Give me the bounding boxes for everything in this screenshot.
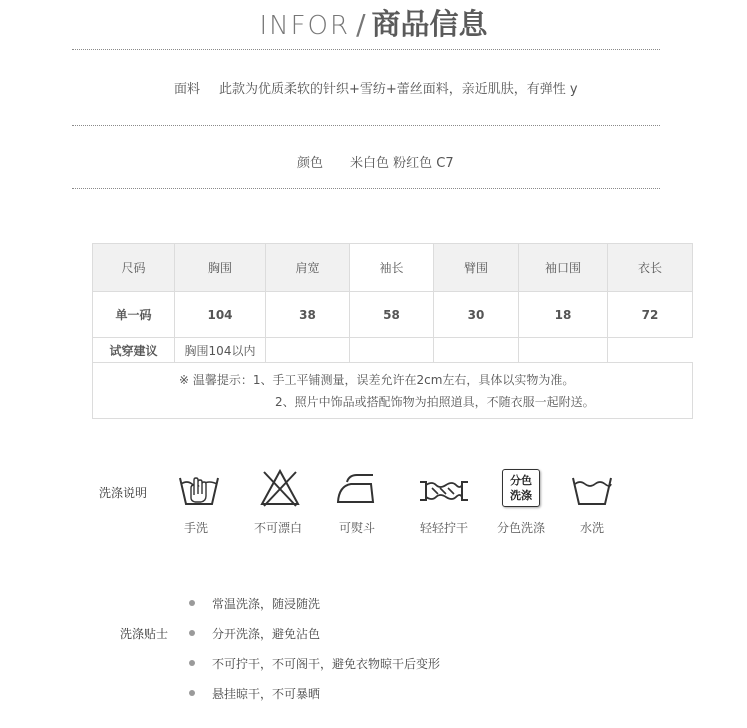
icon-text: 分色 [510, 474, 532, 487]
hand-wash-icon [177, 468, 221, 512]
table-row [93, 292, 693, 338]
tip-item: 不可拧干，不可阁干，避免衣物晾干后变形 [212, 657, 441, 671]
empty-cell [266, 338, 350, 363]
header-cell: 臂围 [434, 244, 519, 292]
title-en: INFOR [259, 11, 351, 41]
wash-caption: 不可漂白 [253, 521, 302, 535]
note-cell [93, 363, 693, 419]
note-line: 2、照片中饰品或搭配饰物为拍照道具，不随衣服一起附送。 [275, 394, 595, 409]
title-slash: / [356, 8, 366, 41]
icon-text: 洗涤 [510, 489, 532, 502]
empty-cell [350, 338, 434, 363]
note-row [93, 363, 693, 419]
value-cell: 58 [350, 292, 434, 338]
value-cell: 104 [175, 292, 266, 338]
empty-cell [434, 338, 519, 363]
suggestion-label: 试穿建议 [93, 338, 175, 363]
bullet-dot [189, 630, 195, 636]
color-text: 米白色 粉红色 C7 [350, 156, 454, 171]
divider [72, 188, 660, 189]
bullet-dot [189, 690, 195, 696]
no-bleach-icon [258, 468, 302, 512]
value-cell: 30 [434, 292, 519, 338]
wash-caption: 手洗 [183, 521, 208, 535]
header-cell: 袖口围 [519, 244, 608, 292]
divider [72, 49, 660, 50]
size-table [92, 243, 693, 419]
separate-wash-icon [502, 469, 540, 507]
iron-icon [335, 468, 379, 512]
header-cell: 胸围 [175, 244, 266, 292]
wash-caption: 轻轻拧干 [419, 521, 468, 535]
header-cell: 肩宽 [266, 244, 350, 292]
wash-caption: 分色洗涤 [496, 521, 545, 535]
size-table-header [93, 244, 693, 292]
color-row [297, 152, 454, 171]
divider [72, 125, 660, 126]
tip-item: 悬挂晾干，不可暴晒 [212, 687, 321, 701]
suggestion-row [93, 338, 693, 363]
water-wash-icon [570, 470, 614, 514]
tip-item: 常温洗涤，随浸随洗 [212, 597, 321, 611]
value-cell: 单一码 [93, 292, 175, 338]
bullet-dot [189, 660, 195, 666]
value-cell: 38 [266, 292, 350, 338]
wash-caption: 可熨斗 [338, 521, 375, 535]
fabric-row [174, 78, 578, 97]
wash-caption: 水洗 [579, 521, 604, 535]
note-line: ※ 温馨提示：1、手工平铺测量，误差允许在2cm左右，具体以实物为准。 [179, 372, 575, 387]
tip-item: 分开洗涤，避免沾色 [212, 627, 321, 641]
bullet-dot [189, 600, 195, 606]
fabric-label: 面料 [174, 82, 201, 97]
header-cell: 袖长 [350, 244, 434, 292]
tips-label: 洗涤贴士 [120, 627, 169, 641]
header-cell: 尺码 [93, 244, 175, 292]
gentle-wring-icon [418, 472, 470, 516]
empty-cell [608, 338, 693, 363]
value-cell: 18 [519, 292, 608, 338]
color-label: 颜色 [297, 156, 324, 171]
title-cn: 商品信息 [371, 7, 488, 41]
empty-cell [519, 338, 608, 363]
fabric-text: 此款为优质柔软的针织+雪纺+蕾丝面料，亲近肌肤，有弹性 y [219, 82, 578, 97]
wash-label: 洗涤说明 [99, 486, 148, 500]
suggestion-value: 胸围104以内 [175, 338, 266, 363]
value-cell: 72 [608, 292, 693, 338]
page-title [0, 2, 747, 43]
header-cell: 衣长 [608, 244, 693, 292]
